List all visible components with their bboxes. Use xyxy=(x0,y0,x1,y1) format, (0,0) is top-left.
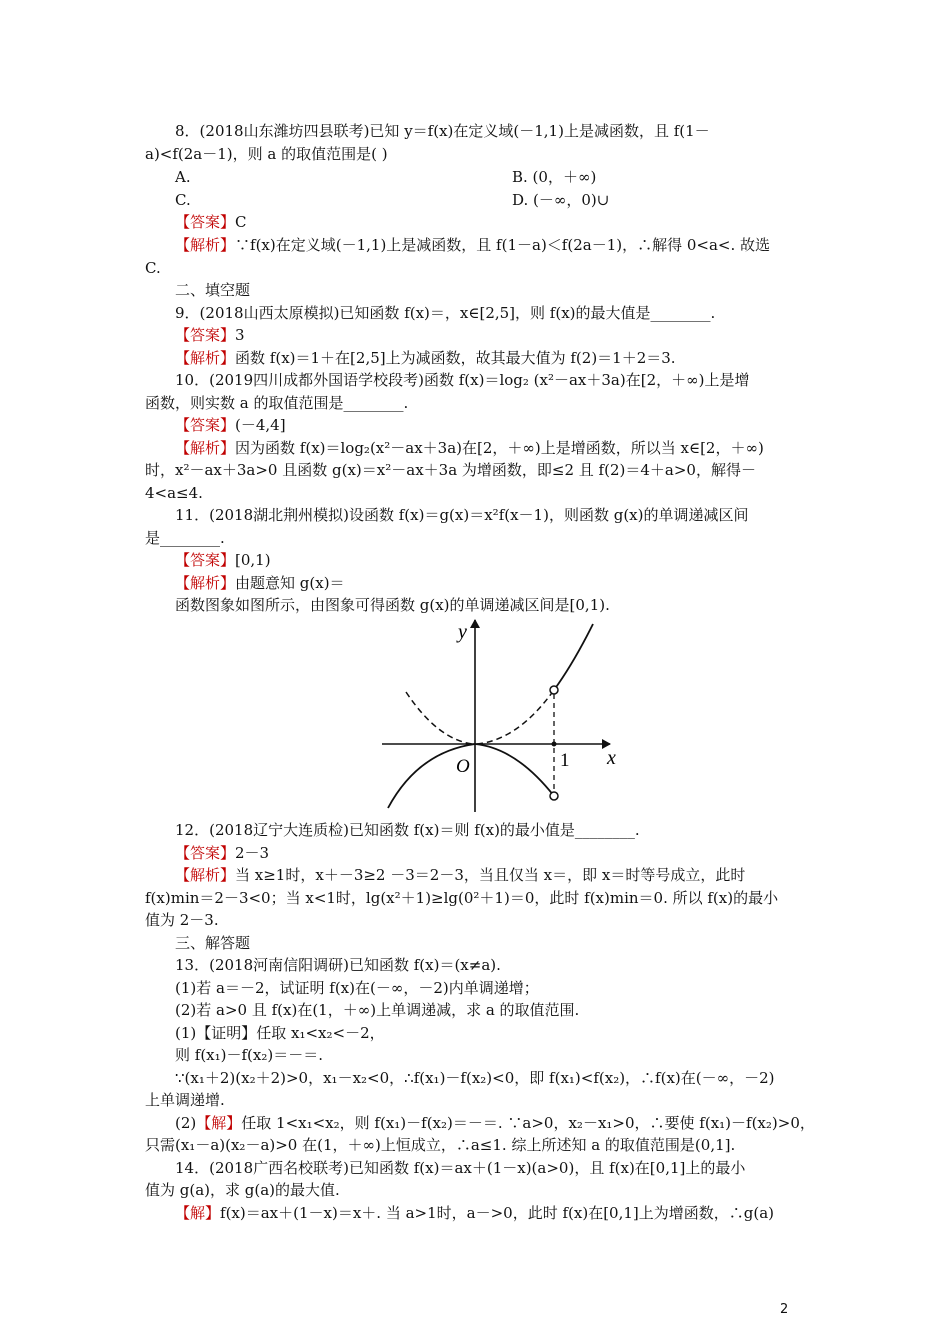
q10-explanation-line2: 时，x²－ax＋3a>0 且函数 g(x)＝x²－ax＋3a 为增函数，即≤2 且 f(2)＝4＋a>0，解得－ xyxy=(145,461,756,479)
q10-stem-line2: 函数，则实数 a 的取值范围是________. xyxy=(145,394,409,412)
q14-solution-line1 xyxy=(0,1203,950,1223)
q14-stem-line1: 14．(2018广西名校联考)已知函数 f(x)＝ax＋(1－x)(a>0)，且 f(x)在[0,1]上的最小 xyxy=(175,1159,746,1177)
q9-explanation-text: 函数 f(x)＝1＋在[2,5]上为减函数，故其最大值为 f(2)＝1＋2＝3. xyxy=(235,349,676,367)
q8-stem-line2: a)<f(2a－1)，则 a 的取值范围是( ) xyxy=(145,145,388,163)
q10-explanation-line1 xyxy=(0,438,950,458)
solution-tag: 【解】 xyxy=(196,1114,242,1132)
answer-tag: 【答案】 xyxy=(175,416,236,434)
q12-answer xyxy=(0,843,950,863)
q13-part2-marker: (2) xyxy=(175,1114,197,1132)
section-fill-in-heading: 二、填空题 xyxy=(175,281,251,299)
q11-answer-value: [0,1) xyxy=(235,551,271,569)
q8-explanation-line2: C. xyxy=(145,259,161,277)
explanation-tag: 【解析】 xyxy=(175,236,236,254)
q11-explanation-line2: 函数图象如图所示，由图象可得函数 g(x)的单调递减区间是[0,1). xyxy=(175,596,610,614)
q12-explanation-line3: 值为 2－3. xyxy=(145,911,219,929)
q8-option-d: D. (－∞，0)∪ xyxy=(512,191,610,209)
q13-solution-line5 xyxy=(0,1113,950,1133)
q8-option-c: C. xyxy=(175,191,191,209)
q10-stem-line1: 10．(2019四川成都外国语学校段考)函数 f(x)＝log₂ (x²－ax＋3a)在[2，＋∞)上是增 xyxy=(175,371,750,389)
q11-explanation-line1 xyxy=(0,573,950,593)
q13-solution-line2: 则 f(x₁)－f(x₂)＝－＝. xyxy=(175,1046,323,1064)
q8-option-a: A. xyxy=(175,168,191,186)
q12-explanation-line1 xyxy=(0,865,950,885)
q9-stem: 9．(2018山西太原模拟)已知函数 f(x)＝，x∈[2,5]，则 f(x)的最大值是________. xyxy=(175,304,716,322)
solution-tag: 【解】 xyxy=(175,1204,221,1222)
q14-stem-line2: 值为 g(a)，求 g(a)的最大值. xyxy=(145,1181,340,1199)
q11-stem-line2: 是________. xyxy=(145,529,225,547)
answer-tag: 【答案】 xyxy=(175,213,236,231)
q13-part2: (2)若 a>0 且 f(x)在(1，＋∞)上单调递减，求 a 的取值范围. xyxy=(175,1001,580,1019)
q8-option-b: B. (0，＋∞) xyxy=(512,168,597,186)
origin-label: O xyxy=(456,756,470,777)
q8-answer xyxy=(0,212,950,232)
solid-curve-x-greater-1 xyxy=(554,624,593,690)
q13-solution-line6: 只需(x₁－a)(x₂－a)>0 在(1，＋∞)上恒成立，∴a≤1. 综上所述知 a 的取值范围是(0,1]. xyxy=(145,1136,736,1154)
open-point-upper xyxy=(550,686,558,694)
answer-tag: 【答案】 xyxy=(175,844,236,862)
q11-answer xyxy=(0,550,950,570)
q12-explanation-text: 当 x≥1时，x＋－3≥2 －3＝2－3，当且仅当 x＝，即 x＝时等号成立，此时 xyxy=(235,866,746,884)
explanation-tag: 【解析】 xyxy=(175,349,236,367)
q8-answer-value: C xyxy=(235,213,247,231)
q13-solution-text: 任取 1<x₁<x₂，则 f(x₁)－f(x₂)＝－＝. ∵a>0，x₂－x₁>0，∴要使 f(x₁)－f(x₂)>0， xyxy=(241,1114,815,1132)
tick-label-1: 1 xyxy=(560,750,570,771)
q9-explanation xyxy=(0,348,950,368)
x-axis-label: x xyxy=(607,747,616,769)
q9-answer-value: 3 xyxy=(235,326,245,344)
q10-explanation-text: 因为函数 f(x)＝log₂(x²－ax＋3a)在[2，＋∞)上是增函数，所以当 x∈[2，＋∞) xyxy=(235,439,764,457)
q11-stem-line1: 11．(2018湖北荆州模拟)设函数 f(x)＝g(x)＝x²f(x－1)，则函数 g(x)的单调递减区间 xyxy=(175,506,749,524)
q13-part1: (1)若 a＝－2，试证明 f(x)在(－∞，－2)内单调递增； xyxy=(175,979,539,997)
q9-answer xyxy=(0,325,950,345)
y-axis-label: y xyxy=(458,621,467,643)
explanation-tag: 【解析】 xyxy=(175,866,236,884)
page-number: 2 xyxy=(780,1302,789,1317)
q13-solution-line3: ∵(x₁＋2)(x₂＋2)>0，x₁－x₂<0，∴f(x₁)－f(x₂)<0，即 f(x₁)<f(x₂)，∴f(x)在(－∞，－2) xyxy=(175,1069,775,1087)
q8-stem-line1: 8．(2018山东潍坊四县联考)已知 y＝f(x)在定义域(－1,1)上是减函数，且 f(1－ xyxy=(175,122,710,140)
dashed-parabola-right xyxy=(477,690,554,744)
solid-curve-0-to-1 xyxy=(475,744,554,796)
q11-explanation-text: 由题意知 g(x)＝ xyxy=(235,574,345,592)
q10-answer xyxy=(0,415,950,435)
q13-solution-line4: 上单调递增. xyxy=(145,1091,225,1109)
q10-answer-value: (－4,4] xyxy=(235,416,286,434)
q12-stem: 12．(2018辽宁大连质检)已知函数 f(x)＝则 f(x)的最小值是________. xyxy=(175,821,640,839)
q12-answer-value: 2－3 xyxy=(235,844,270,862)
explanation-tag: 【解析】 xyxy=(175,439,236,457)
q11-function-graph xyxy=(378,612,628,817)
q12-explanation-line2: f(x)min＝2－3<0；当 x<1时，lg(x²＋1)≥lg(0²＋1)＝0，此时 f(x)min＝0. 所以 f(x)的最小 xyxy=(145,889,779,907)
q10-explanation-line3: 4<a≤4. xyxy=(145,484,203,502)
q13-stem: 13．(2018河南信阳调研)已知函数 f(x)＝(x≠a). xyxy=(175,956,501,974)
q13-solution-line1: (1)【证明】任取 x₁<x₂<－2， xyxy=(175,1024,385,1042)
tick-mark-1 xyxy=(552,742,557,747)
q14-solution-text: f(x)＝ax＋(1－x)＝x＋. 当 a>1时，a－>0，此时 f(x)在[0,1]上为增函数，∴g(a) xyxy=(220,1204,775,1222)
explanation-tag: 【解析】 xyxy=(175,574,236,592)
answer-tag: 【答案】 xyxy=(175,326,236,344)
q8-explanation-line1 xyxy=(0,235,950,255)
dashed-parabola-left xyxy=(406,692,473,744)
section-solution-heading: 三、解答题 xyxy=(175,934,251,952)
open-point-lower xyxy=(550,792,558,800)
answer-tag: 【答案】 xyxy=(175,551,236,569)
q8-explanation-text: ∵f(x)在定义域(－1,1)上是减函数，且 f(1－a)＜f(2a－1)，∴解得 0<a<. 故选 xyxy=(235,236,771,254)
